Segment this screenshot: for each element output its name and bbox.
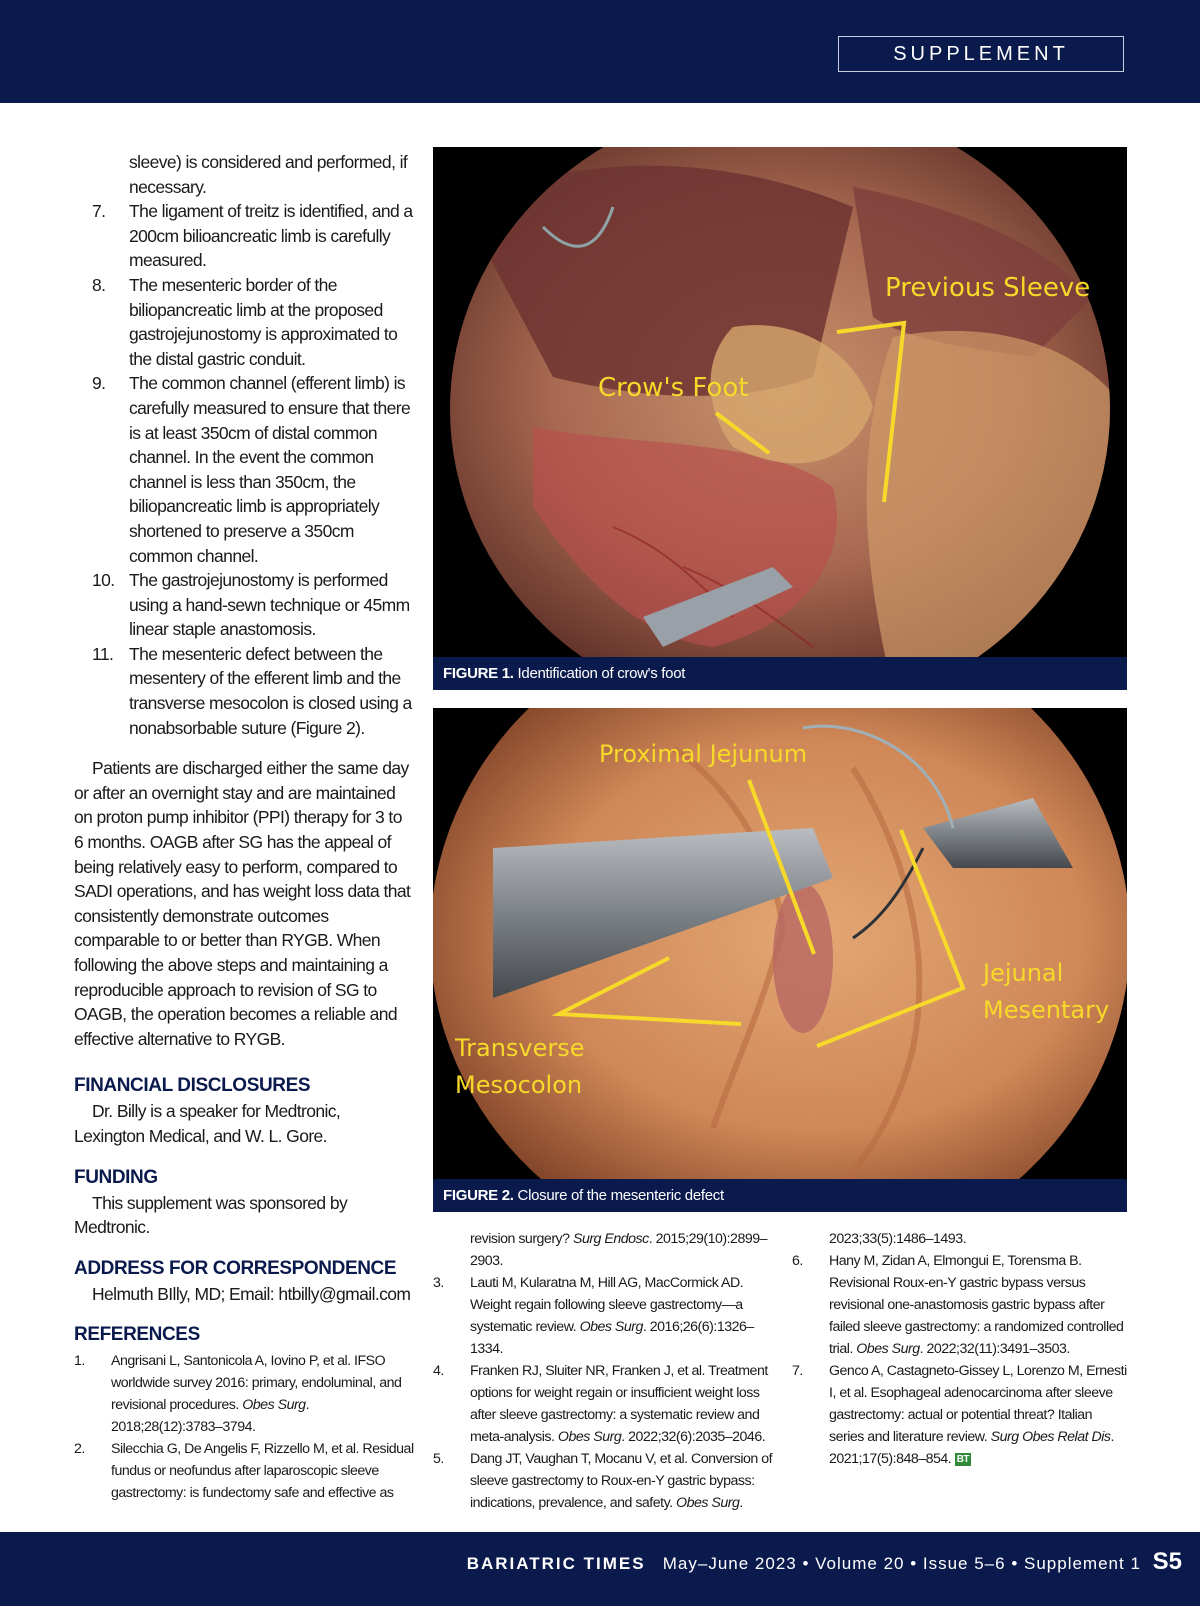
references-column-2	[433, 1228, 778, 1514]
figure-2-caption: FIGURE 2. Closure of the mesenteric defect	[433, 1179, 1127, 1212]
label-proximal-jejunum: Proximal Jejunum	[599, 740, 808, 768]
reference-item: 5. Dang JT, Vaughan T, Mocanu V, et al. Conversion of sleeve gastrectomy to Roux-en-Y gastric bypass: indications, prevalence, and safety. Obes Surg.	[433, 1451, 773, 1511]
funding-section	[74, 1165, 414, 1240]
correspondence-heading: ADDRESS FOR CORRESPONDENCE	[74, 1257, 397, 1279]
financial-heading: FINANCIAL DISCLOSURES	[74, 1075, 311, 1097]
footer-text	[467, 1532, 1182, 1592]
correspondence-section	[74, 1256, 414, 1307]
step-item: 10. The gastrojejunostomy is performed using a hand-sewn technique or 45mm linear staple anastomosis.	[92, 570, 410, 640]
step-item: 9. The common channel (efferent limb) is carefully measured to ensure that there is at least 350cm of distal common channel. In the event the common channel is less than 350cm, the biliopancreatic limb is appropriately shortened to preserve a 350cm common channel.	[92, 373, 411, 566]
financial-text: Dr. Billy is a speaker for Medtronic, Lexington Medical, and W. L. Gore.	[74, 1101, 341, 1146]
references-column-3	[792, 1228, 1127, 1470]
label-mesentary: Mesentary	[983, 996, 1110, 1024]
procedure-steps	[74, 150, 414, 740]
page-number: S5	[1152, 1548, 1182, 1575]
financial-section	[74, 1073, 414, 1148]
step-item-intro: sleeve) is considered and performed, if necessary.	[129, 152, 408, 197]
reference-item: 7. Genco A, Castagneto-Gissey L, Lorenzo M, Ernesti I, et al. Esophageal adenocarcinoma after sleeve gastrectomy: actual or potential threat? Italian series and literature review. Surg Obes Relat Dis. 2021;17(5):848–854. BT	[792, 1363, 1127, 1467]
funding-heading: FUNDING	[74, 1166, 158, 1188]
references-section	[74, 1322, 414, 1504]
references-list-1	[74, 1350, 414, 1504]
figure-2-image	[433, 708, 1127, 1212]
correspondence-text: Helmuth BIlly, MD; Email: htbilly@gmail.com	[92, 1283, 411, 1304]
header-bar	[0, 0, 1200, 103]
step-item: 11. The mesenteric defect between the mesentery of the efferent limb and the transverse mesocolon is closed using a nonabsorbable suture (Figure 2).	[92, 643, 412, 738]
reference-item: 6. Hany M, Zidan A, Elmongui E, Torensma B. Revisional Roux-en-Y gastric bypass versus revisional one-anastomosis gastric bypass after failed sleeve gastrectomy: a randomized controlled trial. Obes Surg. 2022;32(11):3491–3503.	[792, 1253, 1124, 1357]
figure-1-image	[433, 147, 1127, 690]
reference-continuation: 2023;33(5):1486–1493.	[829, 1231, 967, 1247]
label-mesocolon: Mesocolon	[455, 1071, 583, 1099]
references-list-2	[433, 1272, 778, 1514]
reference-item: 1. Angrisani L, Santonicola A, Iovino P, et al. IFSO worldwide survey 2016: primary, endoluminal, and revisional procedures. Obes Surg. 2018;28(12):3783–3794.	[74, 1353, 402, 1436]
discharge-paragraph: Patients are discharged either the same day or after an overnight stay and are maintained on proton pump inhibitor (PPI) therapy for 3 to 6 months. OAGB after SG has the appeal of being relatively easy to perform, compared to SADI operations, and has weight loss data that consistently demonstrate outcomes comparable to or better than RYGB. When following the above steps and maintaining a reproducible approach to revision of SG to OAGB, the operation becomes a reliable and effective alternative to RYGB.	[74, 758, 411, 1049]
issue-info: May–June 2023 • Volume 20 • Issue 5–6 • Supplement 1	[662, 1554, 1141, 1573]
figure-1-caption: FIGURE 1. Identification of crow's foot	[433, 657, 1127, 690]
reference-continuation: revision surgery? Surg Endosc. 2015;29(10):2899–2903.	[470, 1231, 768, 1269]
reference-item: 2. Silecchia G, De Angelis F, Rizzello M, et al. Residual fundus or neofundus after laparoscopic sleeve gastrectomy: is fundectomy safe and effective as	[74, 1441, 414, 1502]
end-badge: BT	[956, 1454, 970, 1465]
journal-name: BARIATRIC TIMES	[466, 1554, 646, 1573]
references-list-3	[792, 1250, 1127, 1470]
step-item: 8. The mesenteric border of the biliopancreatic limb at the proposed gastrojejunostomy is approximated to the distal gastric conduit.	[92, 274, 398, 369]
funding-text: This supplement was sponsored by Medtronic.	[74, 1192, 348, 1238]
figure-1	[433, 147, 1127, 690]
label-crows-foot: Crow's Foot	[598, 373, 749, 403]
footer-bar	[0, 1532, 1200, 1606]
label-previous-sleeve: Previous Sleeve	[885, 273, 1091, 303]
left-column	[74, 150, 414, 1504]
label-transverse: Transverse	[455, 1034, 585, 1062]
label-jejunal: Jejunal	[983, 959, 1064, 987]
step-item: 7. The ligament of treitz is identified, and a 200cm bilioancreatic limb is carefully measured.	[92, 201, 413, 271]
reference-item: 4. Franken RJ, Sluiter NR, Franken J, et al. Treatment options for weight regain or insufficient weight loss after sleeve gastrectomy: a systematic review and meta-analysis. Obes Surg. 2022;32(6):2035–2046.	[433, 1363, 768, 1445]
figure-2	[433, 708, 1127, 1212]
section-label: SUPPLEMENT	[838, 36, 1124, 72]
reference-item: 3. Lauti M, Kularatna M, Hill AG, MacCormick AD. Weight regain following sleeve gastrectomy—a systematic review. Obes Surg. 2016;26(6):1326–1334.	[433, 1275, 754, 1357]
references-heading: REFERENCES	[74, 1324, 200, 1346]
